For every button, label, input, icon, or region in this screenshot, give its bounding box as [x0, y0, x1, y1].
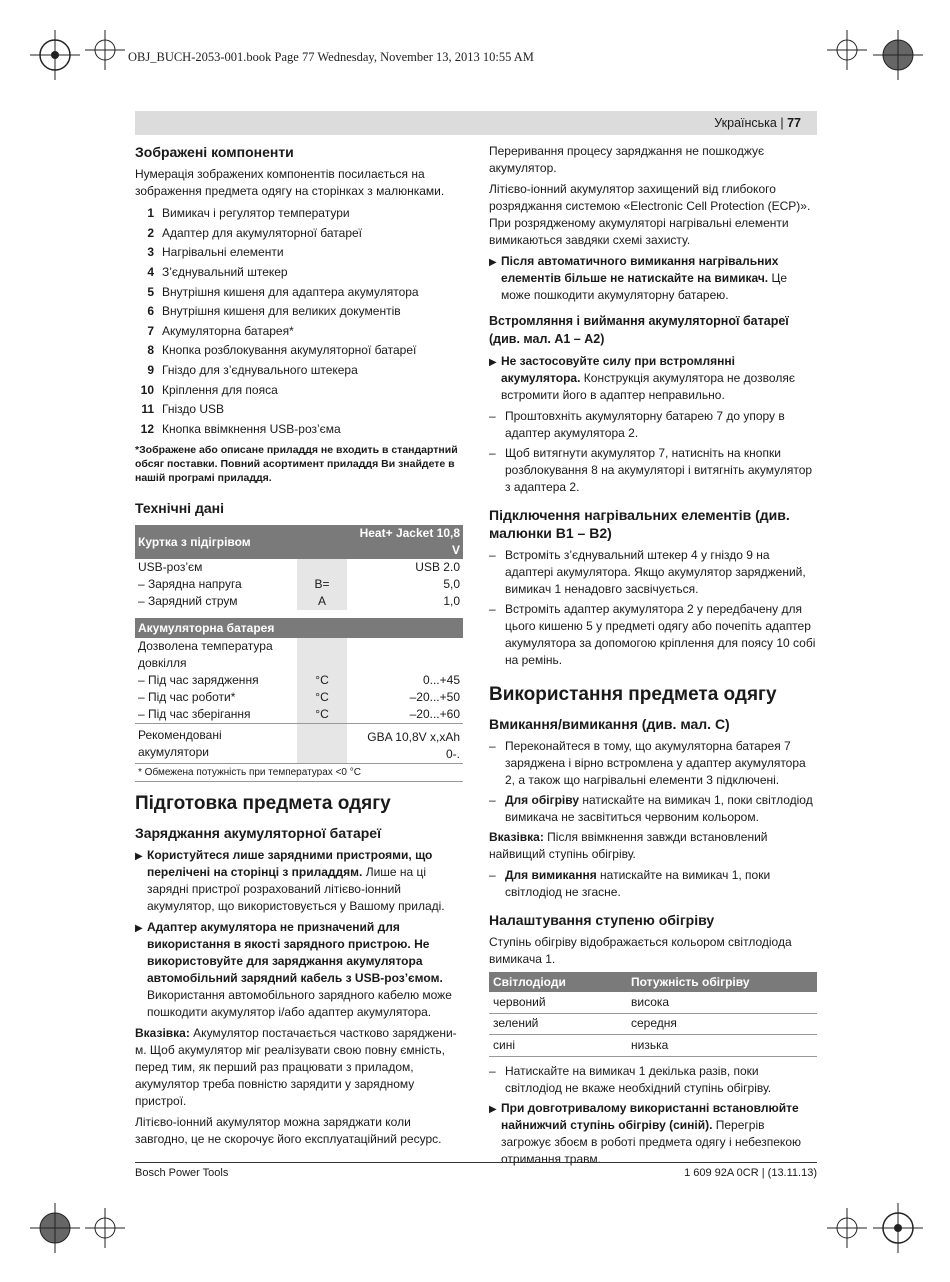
triangle-bullet-icon: ▶ [489, 357, 497, 368]
table-row: – Під час зберігання °C –20...+60 [135, 706, 463, 724]
list-item: 12 Кнопка ввімкнення USB-роз’єма [140, 421, 341, 436]
list-item: 10 Кріплення для пояса [140, 382, 278, 397]
crop-mark-top-left [30, 30, 80, 80]
crop-mark-bottom-right [873, 1203, 923, 1253]
safety-note: ▶ При довготривалому використанні встановлюйте найнижчий ступінь обігріву (синій). Перегрів загрожує збоєм в роботі предмета одягу і небезпекою отримання травм. [489, 1100, 801, 1166]
table-row: – Зарядна напруга В= 5,0 [138, 577, 460, 592]
table-row: USB-роз’єм USB 2.0 [138, 560, 460, 575]
prep-heading: Підготовка предмета одягу [135, 793, 391, 815]
interrupt-paragraph: Переривання процесу заряджання не пошкоджує акумулятор. [489, 144, 765, 175]
right-column [489, 143, 817, 1172]
list-item: 7 Акумуляторна батарея* [147, 323, 294, 338]
triangle-bullet-icon: ▶ [135, 851, 143, 863]
list-item: – Для обігріву натискайте на вимикач 1, поки світлодіод вимикача не засвітиться червоним кольором. [489, 793, 813, 824]
components-heading: Зображені компоненти [135, 144, 294, 160]
jacket-label: Куртка з підігрівом [135, 525, 347, 559]
table-row: сині низька [489, 1035, 817, 1057]
list-item: 5 Внутрішня кишеня для адаптера акумулятора [147, 284, 419, 299]
components-list [135, 204, 463, 439]
print-header: OBJ_BUCH-2053-001.book Page 77 Wednesday, November 13, 2013 10:55 AM [128, 50, 534, 64]
list-item: 2 Адаптер для акумуляторної батареї [147, 225, 363, 240]
connect-heading: Підключення нагрівальних елементів (див. малюнки В1 – В2) [489, 507, 790, 541]
page-footer [135, 1162, 817, 1179]
safety-note: ▶ Користуйтеся лише зарядними пристроями, що перелічені на сторінці з приладдям. Лише на ці зарядні пристрої розрахований літієво-іонний акумулятор, що використовується у Вашому приладі. [135, 848, 445, 914]
table-row: зелений середня [489, 1013, 817, 1035]
table-row: – Зарядний струм А 1,0 [138, 594, 460, 609]
table-row: червоний висока [489, 992, 817, 1013]
left-column [135, 143, 463, 1152]
tech-data-table [135, 525, 463, 782]
heat-level-intro: Ступінь обігріву відображається кольором світлодіода вимикача 1. [489, 935, 792, 966]
list-item: 3 Нагрівальні елементи [147, 245, 284, 260]
on-note: Вказівка: Після ввімкнення завжди встановлений найвищий ступінь обігріву. [489, 830, 768, 861]
components-intro: Нумерація зображених компонентів посилається на зображення предмета одягу на сторінках з малюнками. [135, 167, 445, 198]
heat-level-heading: Налаштування ступеню обігріву [489, 912, 715, 928]
table-row: Рекомендовані акумулятори GBA 10,8V x,xAh 0-. [135, 724, 463, 764]
crop-mark-top-right [873, 30, 923, 80]
safety-note: ▶ Адаптер акумулятора не призначений для використання в якості зарядного пристрою. Не використовуйте для заряджання акумулятора автомобільний зарядний кабель з USB-роз’ємом. Використання автомобільного зарядного кабелю може пошкодити акумулятор і/або адаптер акумулятора. [135, 920, 452, 1020]
insert-heading: Встромляння і виймання акумуляторної батареї (див. мал. А1 – А2) [489, 314, 789, 346]
table-row: – Під час зарядження °C 0...+45 [138, 673, 460, 688]
list-item: – Для вимикання натискайте на вимикач 1, поки світлодіод не згасне. [489, 868, 771, 899]
triangle-bullet-icon: ▶ [135, 923, 143, 935]
list-item: 6 Внутрішня кишеня для великих документів [147, 304, 401, 319]
list-item: 8 Кнопка розблокування акумуляторної батареї [147, 343, 417, 358]
registration-mark-top-right [827, 30, 867, 70]
list-item: – Встроміть адаптер акумулятора 2 у передбачену для цього кишеню 5 у предметі одягу або почепіть адаптер акумулятора за допомогою кріплення для поясу 10 собі на ремінь. [489, 602, 816, 667]
table-row: – Під час роботи* °C –20...+50 [138, 690, 460, 705]
jacket-model: Heat+ Jacket 10,8 V [347, 525, 463, 559]
triangle-bullet-icon: ▶ [489, 1103, 497, 1115]
table-row: Дозволена температура довкілля [135, 638, 463, 672]
safety-note: ▶ Не застосовуйте силу при встромлянні акумулятора. Конструкція акумулятора не дозволяє встромити його в адаптер неправильно. [489, 354, 795, 402]
charging-heading: Заряджання акумуляторної батареї [135, 825, 382, 842]
list-item: – Проштовхніть акумуляторну батарею 7 до упору в адаптер акумулятора 2. [489, 409, 785, 440]
crop-mark-bottom-left [30, 1203, 80, 1253]
use-heading: Використання предмета одягу [489, 684, 777, 705]
triangle-bullet-icon: ▶ [489, 257, 497, 268]
running-header-separator: | [780, 116, 784, 130]
list-item: 4 З’єднувальний штекер [147, 265, 288, 280]
list-item: 11 Гніздо USB [141, 402, 225, 417]
footer-brand: Bosch Power Tools [135, 1167, 229, 1179]
list-item: – Встроміть з’єднувальний штекер 4 у гніздо 9 на адаптері акумулятора. Якщо акумулятор заряджений, вимикач 1 ненадовго засвічується. [489, 548, 806, 596]
footer-doc-number: 1 609 92A 0CR | (13.11.13) [684, 1167, 817, 1179]
heat-level-table: Світлодіоди Потужність обігріву червоний висока зелений середня сині низька [489, 972, 817, 1057]
page-number: 77 [787, 116, 801, 130]
running-header-language: Українська [714, 116, 777, 130]
registration-mark-top-left [85, 30, 125, 70]
ecp-paragraph: Літієво-іонний акумулятор захищений від глибокого розряджання системою «Electronic Cell Protection (ECP)». При розрядженому акумуляторі нагрівальні елементи вимикаються завдяки схемі захисту. [489, 182, 811, 247]
registration-mark-bottom-right [827, 1208, 867, 1248]
list-item: – Переконайтеся в тому, що акумуляторна батарея 7 заряджена і вірно встромлена у адаптер акумулятора 2, а також що нагрівальні елементи 3 підключені. [489, 739, 806, 787]
li-ion-paragraph: Літієво-іонний акумулятор можна заряджати коли завгодно, це не скорочує його експлуатаційний ресурс. [135, 1115, 442, 1147]
tech-data-heading: Технічні дані [135, 500, 224, 517]
registration-mark-bottom-left [85, 1208, 125, 1248]
onoff-heading: Вмикання/вимикання (див. мал. C) [489, 716, 730, 732]
list-item: 9 Гніздо для з’єднувального штекера [147, 363, 358, 378]
components-footnote: *Зображене або описане приладдя не входить в стандартний обсяг поставки. Повний асортимент приладдя Ви знайдете в нашій програмі приладдя. [135, 444, 458, 485]
safety-note: ▶ Після автоматичного вимикання нагрівальних елементів більше не натискайте на вимикач. Це може пошкодити акумуляторну батарею. [489, 254, 788, 302]
list-item: – Щоб витягнути акумулятор 7, натисніть на кнопки розблокування 8 на акумуляторі і витягніть акумулятор з адаптера 2. [489, 446, 813, 494]
list-item: – Натискайте на вимикач 1 декілька разів, поки світлодіод не вкаже необхідний ступінь обігріву. [489, 1063, 772, 1095]
charging-note: Вказівка: Акумулятор постачається частково зарядженим. Щоб акумулятор міг реалізувати свою повну ємність, перед тим, як перший раз працювати з приладом, акумулятор треба повністю зарядити у зарядному пристрої. [135, 1026, 457, 1109]
battery-label: Акумуляторна батарея [135, 618, 463, 638]
tech-footnote: * Обмежена потужність при температурах <0 °C [135, 764, 463, 782]
list-item: 1 Вимикач і регулятор температури [147, 206, 350, 221]
running-header [135, 111, 817, 135]
